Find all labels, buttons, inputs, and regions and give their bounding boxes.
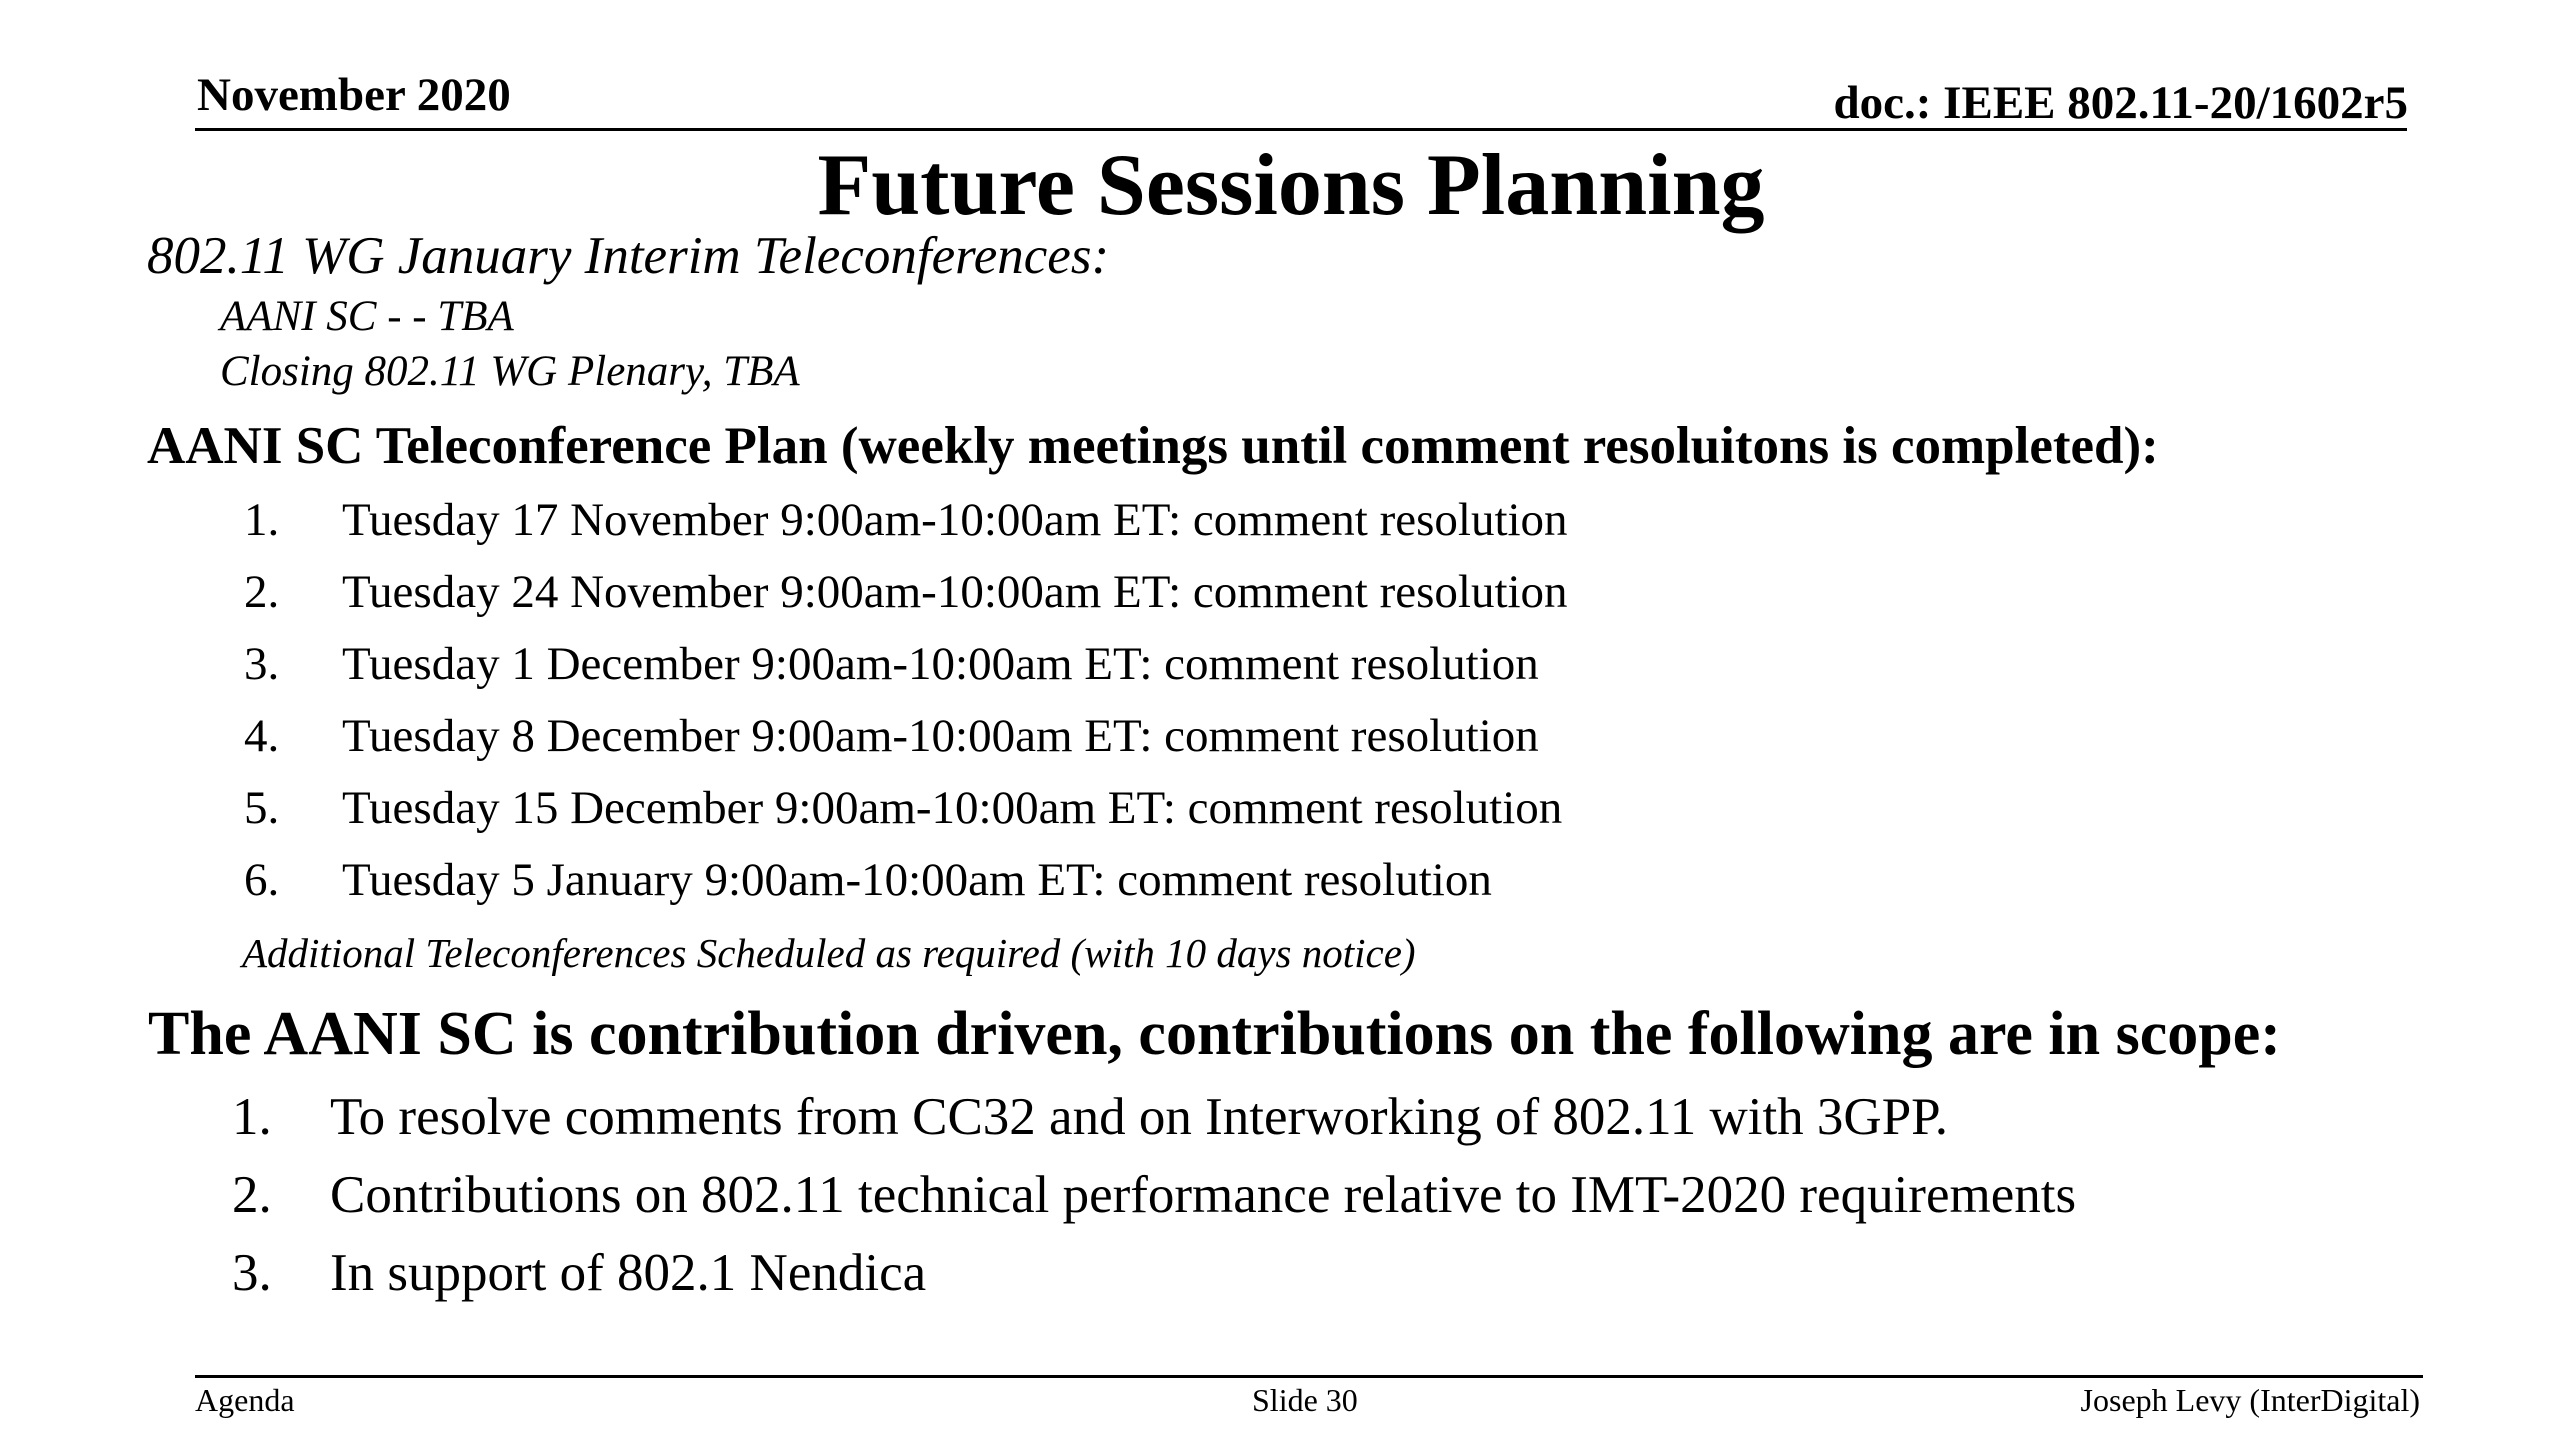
- meeting-number: 2.: [244, 566, 280, 618]
- meeting-text: Tuesday 1 December 9:00am-10:00am ET: comment resolution: [342, 638, 1539, 690]
- footer-author: Joseph Levy (InterDigital): [2080, 1382, 2420, 1418]
- meeting-number: 1.: [244, 494, 280, 546]
- slide-number: Slide 30: [1252, 1382, 1358, 1418]
- meeting-number: 6.: [244, 854, 280, 906]
- header-divider: [195, 128, 2407, 131]
- meeting-number: 5.: [244, 782, 280, 834]
- interim-item: Closing 802.11 WG Plenary, TBA: [220, 348, 800, 395]
- footer-section: Agenda: [195, 1382, 295, 1418]
- meeting-text: Tuesday 5 January 9:00am-10:00am ET: comment resolution: [342, 854, 1492, 906]
- meeting-text: Tuesday 17 November 9:00am-10:00am ET: comment resolution: [342, 494, 1568, 546]
- meeting-text: Tuesday 24 November 9:00am-10:00am ET: comment resolution: [342, 566, 1568, 618]
- header-doc-number: doc.: IEEE 802.11-20/1602r5: [1833, 77, 2408, 129]
- additional-teleconf-note: Additional Teleconferences Scheduled as required (with 10 days notice): [242, 930, 1416, 976]
- header-date: November 2020: [197, 69, 511, 121]
- scope-text: To resolve comments from CC32 and on Interworking of 802.11 with 3GPP.: [330, 1088, 1949, 1146]
- meeting-number: 3.: [244, 638, 280, 690]
- scope-number: 1.: [232, 1088, 272, 1146]
- scope-number: 3.: [232, 1244, 272, 1302]
- plan-heading: AANI SC Teleconference Plan (weekly meetings until comment resoluitons is completed):: [147, 417, 2159, 475]
- scope-text: In support of 802.1 Nendica: [330, 1244, 927, 1302]
- interim-heading: 802.11 WG January Interim Teleconferences:: [147, 227, 1110, 285]
- scope-heading: The AANI SC is contribution driven, contributions on the following are in scope:: [148, 1000, 2281, 1068]
- meeting-text: Tuesday 8 December 9:00am-10:00am ET: comment resolution: [342, 710, 1539, 762]
- slide-title: Future Sessions Planning: [817, 137, 1765, 234]
- scope-number: 2.: [232, 1166, 272, 1224]
- meeting-number: 4.: [244, 710, 280, 762]
- meeting-text: Tuesday 15 December 9:00am-10:00am ET: comment resolution: [342, 782, 1563, 834]
- footer-divider: [195, 1375, 2423, 1378]
- interim-item: AANI SC - - TBA: [220, 293, 514, 340]
- scope-text: Contributions on 802.11 technical performance relative to IMT-2020 requirements: [330, 1166, 2077, 1224]
